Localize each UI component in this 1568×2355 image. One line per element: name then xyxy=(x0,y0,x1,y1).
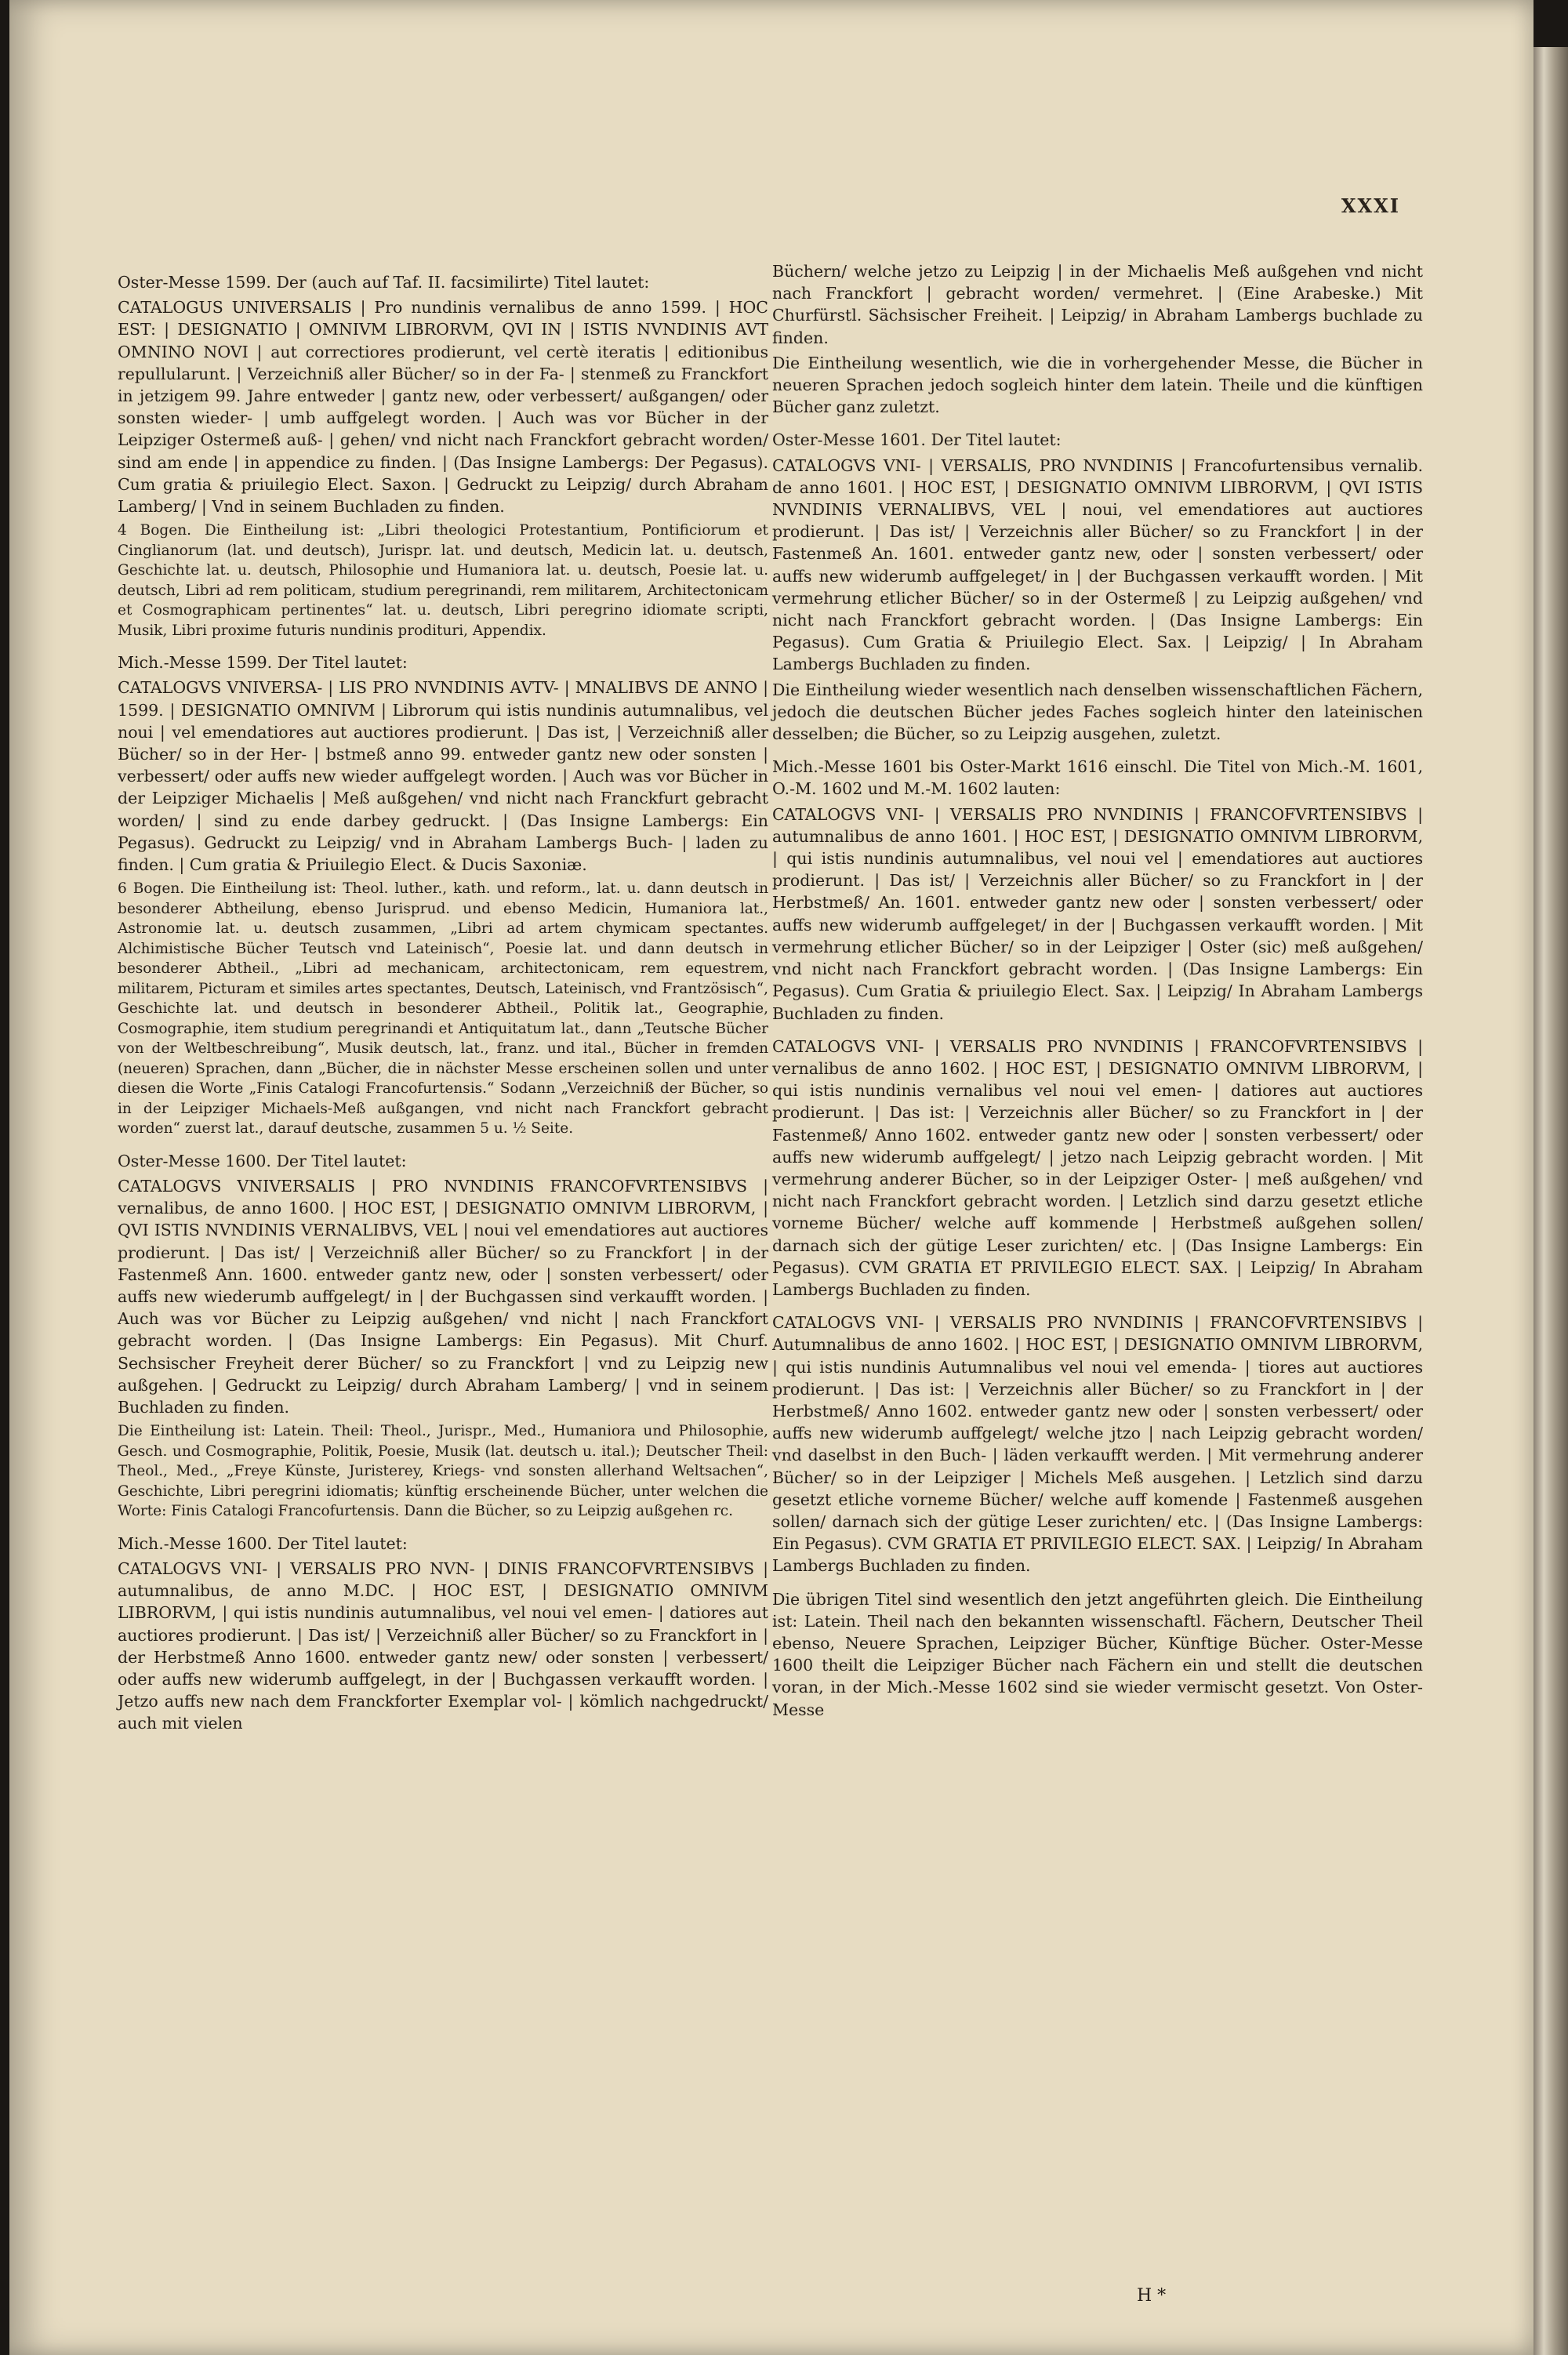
contents-note: 6 Bogen. Die Eintheilung ist: Theol. luther., kath. und reform., lat. u. dann deutsch in besonderer Abtheilung, ebenso Jurisprud. und ebenso Medicin, Humaniora lat., Astronomie lat. u. deutsch zusammen, „Libri ad artem chymicam spectantes. Alchimistische Bücher Teutsch vnd Lateinisch“, Poesie lat. und dann deutsch in besonderer Abtheil., „Libri ad mechanicam, architectonicam, rem equestrem, militarem, Picturam et similes artes spectantes, Deutsch, Lateinisch, vnd Frantzösisch“, Geschichte lat. und deutsch in besonderer Abtheil., Politik lat., Geographie, Cosmographie, item studium peregrinandi et Antiquitatum lat., dann „Teutsche Bücher von der Weltbeschreibung“, Musik deutsch, lat., franz. und ital., Bücher in fremden (neueren) Sprachen, dann „Bücher, die in nächster Messe erscheinen sollen und unter diesen die Worte „Finis Catalogi Francofurtensis.“ Sodann „Verzeichniß der Bücher, so in der Leipziger Michaels-Meß außgangen, vnd nicht nach Franckfort gebracht worden“ zuerst lat., darauf deutsche, zusammen 5 u. ½ Seite. xyxy=(118,880,768,1138)
title-transcription: CATALOGUS UNIVERSALIS | Pro nundinis vernalibus de anno 1599. | HOC EST: | DESIGNATIO | OMNIVM LIBRORVM, QVI IN | ISTIS NVNDINIS AVT OMNINO NOVI | aut correctiores prodierunt, vel certè iteratis | editionibus repullularunt. | Verzeichniß aller Bücher/ so in der Fa- | stenmeß zu Franckfort in jetzigem 99. Jahre entweder | gantz new, oder verbessert/ außgangen/ oder sonsten wieder- | umb auffgelegt worden. | Auch was vor Bücher in der Leipziger Ostermeß auß- | gehen/ vnd nicht nach Franckfort gebracht worden/ sind am ende | in appendice zu finden. | (Das Insigne Lambergs: Der Pegasus). Cum gratia & priuilegio Elect. Saxon. | Gedruckt zu Leipzig/ durch Abraham Lamberg/ | Vnd in seinem Buchladen zu finden. xyxy=(118,298,768,517)
title-transcription: CATALOGVS VNI- | VERSALIS PRO NVNDINIS | FRANCOFVRTENSIBVS | Autumnalibus de anno 1602. | HOC EST, | DESIGNATIO OMNIVM LIBRORVM, | qui istis nundinis Autumnalibus vel noui vel emenda- | tiores aut auctiores prodierunt. | Das ist: | Verzeichnis aller Bücher/ so zu Franckfort in | der Herbstmeß/ Anno 1602. entweder gantz new oder | sonsten verbessert/ oder auffs new widerumb auffgelegt/ welche jtzo | nach Leipzig gebracht worden/ vnd daselbst in den Buch- | läden verkaufft werden. | Mit vermehrung anderer Bücher/ so in der Leipziger | Michels Meß ausgehen. | Letzlich sind darzu gesetzt etliche vorneme Bücher/ welche auff komende | Fastenmeß ausgehen sollen/ darnach sich der gütige Leser zurichten/ etc. | (Das Insigne Lambergs: Ein Pegasus). CVM GRATIA ET PRIVILEGIO ELECT. SAX. | Leipzig/ In Abraham Lambergs Buchladen zu finden. xyxy=(772,1313,1423,1576)
contents-note: Die Eintheilung wieder wesentlich nach denselben wissenschaftlichen Fächern, jedoch die deutschen Bücher jedes Faches sogleich hinter den lateinischen desselben; die Bücher, so zu Leipzig ausgehen, zuletzt. xyxy=(772,680,1423,744)
contents-note: 4 Bogen. Die Eintheilung ist: „Libri theologici Protestantium, Pontificiorum et Cinglianorum (lat. und deutsch), Jurispr. lat. und deutsch, Medicin lat. u. deutsch, Geschichte lat. u. deutsch, Philosophie und Humaniora lat. u. deutsch, Poesie lat. u. deutsch, Libri ad rem politicam, studium peregrinandi, rem militarem, Architectonicam et Cosmographicam pertinentes“ lat. u. deutsch, Libri peregrino idiomate scripti, Musik, Libri proxime futuris nundinis prodituri, Appendix. xyxy=(118,522,768,639)
title-transcription: CATALOGVS VNI- | VERSALIS PRO NVNDINIS | FRANCOFVRTENSIBVS | autumnalibus de anno 1601. | HOC EST, | DESIGNATIO OMNIVM LIBRORVM, | qui istis nundinis autumnalibus, vel noui vel | emendatiores aut auctiores prodierunt. | Das ist/ | Verzeichnis aller Bücher/ so zu Franckfort in | der Herbstmeß/ An. 1601. entweder gantz new oder | sonsten verbessert/ oder auffs new widerumb auffgeleget/ in der | Buchgassen verkaufft worden. | Mit vermehrung etlicher Bücher/ so in der Leipziger | Oster (sic) meß außgehen/ vnd nicht nach Franckfort gebracht worden. | (Das Insigne Lambergs: Ein Pegasus). Cum Gratia & priuilegio Elect. Sax. | Leipzig/ In Abraham Lambergs Buchladen zu finden. xyxy=(772,804,1423,1023)
signature-mark: H * xyxy=(1137,2286,1167,2306)
page-number: XXXI xyxy=(1341,194,1400,217)
entry-heading: Oster-Messe 1601. Der Titel lautet: xyxy=(772,430,1062,450)
left-column xyxy=(118,260,768,1738)
contents-note: Die Eintheilung wesentlich, wie die in vorhergehender Messe, die Bücher in neueren Sprachen jedoch sogleich hinter dem latein. Theile und die künftigen Bücher ganz zuletzt. xyxy=(772,353,1423,417)
title-transcription: Büchern/ welche jetzo zu Leipzig | in der Michaelis Meß außgehen vnd nicht nach Franckfort | gebracht worden/ vermehret. | (Eine Arabeske.) Mit Churfürstl. Sächsischer Freiheit. | Leipzig/ in Abraham Lambergs buchlade zu finden. xyxy=(772,262,1423,347)
title-transcription: CATALOGVS VNI- | VERSALIS PRO NVN- | DINIS FRANCOFVRTENSIBVS | autumnalibus, de anno M.DC. | HOC EST, | DESIGNATIO OMNIVM LIBRORVM, | qui istis nundinis autumnalibus, vel noui vel emen- | datiores aut auctiores prodierunt. | Das ist/ | Verzeichniß aller Bücher/ so zu Franckfort in | der Herbstmeß Anno 1600. entweder gantz new/ oder sonsten | verbessert/ oder auffs new widerumb auffgelegt, in der | Buchgassen verkaufft worden. | Jetzo auffs new nach dem Franckforter Exemplar vol- | kömlich nachgedruckt/ auch mit vielen xyxy=(118,1559,768,1733)
right-column xyxy=(772,260,1423,1724)
title-transcription: CATALOGVS VNIVERSA- | LIS PRO NVNDINIS AVTV- | MNALIBVS DE ANNO | 1599. | DESIGNATIO OMNIVM | Librorum qui istis nundinis autumnalibus, vel noui | vel emendatiores aut auctiores prodierunt. | Das ist, | Verzeichniß aller Bücher/ so in der Her- | bstmeß anno 99. entweder gantz new oder sonsten | verbessert/ oder auffs new wieder auffgelegt worden. | Auch was vor Bücher in der Leipziger Michaelis | Meß außgehen/ vnd nicht nach Franckfurt gebracht worden/ | sind zu ende darbey gedruckt. | (Das Insigne Lambergs: Ein Pegasus). Gedruckt zu Leipzig/ vnd in Abraham Lambergs Buch- | laden zu finden. | Cum gratia & Priuilegio Elect. & Ducis Saxoniæ. xyxy=(118,678,768,875)
entry-heading: Oster-Messe 1599. Der (auch auf Taf. II. facsimilirte) Titel lautet: xyxy=(118,273,650,292)
closing-paragraph: Die übrigen Titel sind wesentlich den jetzt angeführten gleich. Die Eintheilung ist: Latein. Theil nach den bekannten wissenschaftl. Fächern, Deutscher Theil ebenso, Neuere Sprachen, Leipziger Bücher, Künftige Bücher. Oster-Messe 1600 theilt die Leipziger Bücher nach Fächern ein und stellt die deutschen voran, in der Mich.-Messe 1602 sind sie wieder vermischt gesetzt. Von Oster-Messe xyxy=(772,1589,1423,1719)
page-edge xyxy=(1534,47,1568,2355)
entry-heading: Oster-Messe 1600. Der Titel lautet: xyxy=(118,1151,407,1170)
entry-heading: Mich.-Messe 1600. Der Titel lautet: xyxy=(118,1533,408,1553)
title-transcription: CATALOGVS VNI- | VERSALIS, PRO NVNDINIS | Francofurtensibus vernalib. de anno 1601. | HOC EST, | DESIGNATIO OMNIVM LIBRORVM, | QVI ISTIS NVNDINIS VERNALIBVS, VEL | noui, vel emendatiores aut auctiores prodierunt. | Das ist/ | Verzeichnis aller Bücher/ so zu Franckfort | in der Fastenmeß An. 1601. entweder gantz new, oder | sonsten verbessert/ oder auffs new widerumb auffgeleget/ in | der Buchgassen verkaufft worden. | Mit vermehrung etlicher Bücher/ so in der Ostermeß | zu Leipzig außgehen/ vnd nicht nach Franckfort gebracht worden. | (Das Insigne Lambergs: Ein Pegasus). Cum Gratia & Priuilegio Elect. Sax. | Leipzig/ | In Abraham Lambergs Buchladen zu finden. xyxy=(772,455,1423,674)
title-transcription: CATALOGVS VNI- | VERSALIS PRO NVNDINIS | FRANCOFVRTENSIBVS | vernalibus de anno 1602. | HOC EST, | DESIGNATIO OMNIVM LIBRORVM, | qui istis nundinis vernalibus vel noui vel emen- | datiores aut auctiores prodierunt. | Das ist: | Verzeichnis aller Bücher/ so zu Franckfort in | der Fastenmeß/ Anno 1602. entweder gantz new oder | sonsten verbessert/ oder auffs new widerumb auffgelegt/ | jetzo nach Leipzig gebracht worden. | Mit vermehrung anderer Bücher, so in der Leipziger Oster- | meß außgehen/ vnd nicht nach Franckfort gebracht worden. | Letzlich sind darzu gesetzt etliche vorneme Bücher/ welche auff kommende | Herbstmeß außgehen sollen/ darnach sich der gütige Leser zurichten/ etc. | (Das Insigne Lambergs: Ein Pegasus). CVM GRATIA ET PRIVILEGIO ELECT. SAX. | Leipzig/ In Abraham Lambergs Buchladen zu finden. xyxy=(772,1036,1423,1299)
contents-note: Die Eintheilung ist: Latein. Theil: Theol., Jurispr., Med., Humaniora und Philosophie, Gesch. und Cosmographie, Politik, Poesie, Musik (lat. deutsch u. ital.); Deutscher Theil: Theol., Med., „Freye Künste, Juristerey, Kriegs- vnd sonsten allerhand Weltsachen“, Geschichte, Libri peregrini idiomatis; künftig erscheinende Bücher, unter welchen die Worte: Finis Catalogi Francofurtensis. Dann die Bücher, so zu Leipzig außgehen rc. xyxy=(118,1423,768,1520)
entry-heading: Mich.-Messe 1601 bis Oster-Markt 1616 einschl. Die Titel von Mich.-M. 1601, O.-M. 1602 und M.-M. 1602 lauten: xyxy=(772,757,1423,799)
title-transcription: CATALOGVS VNIVERSALIS | PRO NVNDINIS FRANCOFVRTENSIBVS | vernalibus, de anno 1600. | HOC EST, | DESIGNATIO OMNIVM LIBRORVM, | QVI ISTIS NVNDINIS VERNALIBVS, VEL | noui vel emendatiores aut auctiores prodierunt. | Das ist/ | Verzeichniß aller Bücher/ so zu Franckfort | in der Fastenmeß Ann. 1600. entweder gantz new, oder | sonsten verbessert/ oder auffs new wiederumb auffgelegt/ in | der Buchgassen sind verkaufft worden. | Auch was vor Bücher zu Leipzig außgehen/ vnd nicht | nach Franckfort gebracht worden. | (Das Insigne Lambergs: Ein Pegasus). Mit Churf. Sechsischer Freyheit derer Bücher/ so zu Franckfort | vnd zu Leipzig new außgehen. | Gedruckt zu Leipzig/ durch Abraham Lamberg/ | vnd in seinem Buchladen zu finden. xyxy=(118,1176,768,1417)
entry-heading: Mich.-Messe 1599. Der Titel lautet: xyxy=(118,653,408,673)
